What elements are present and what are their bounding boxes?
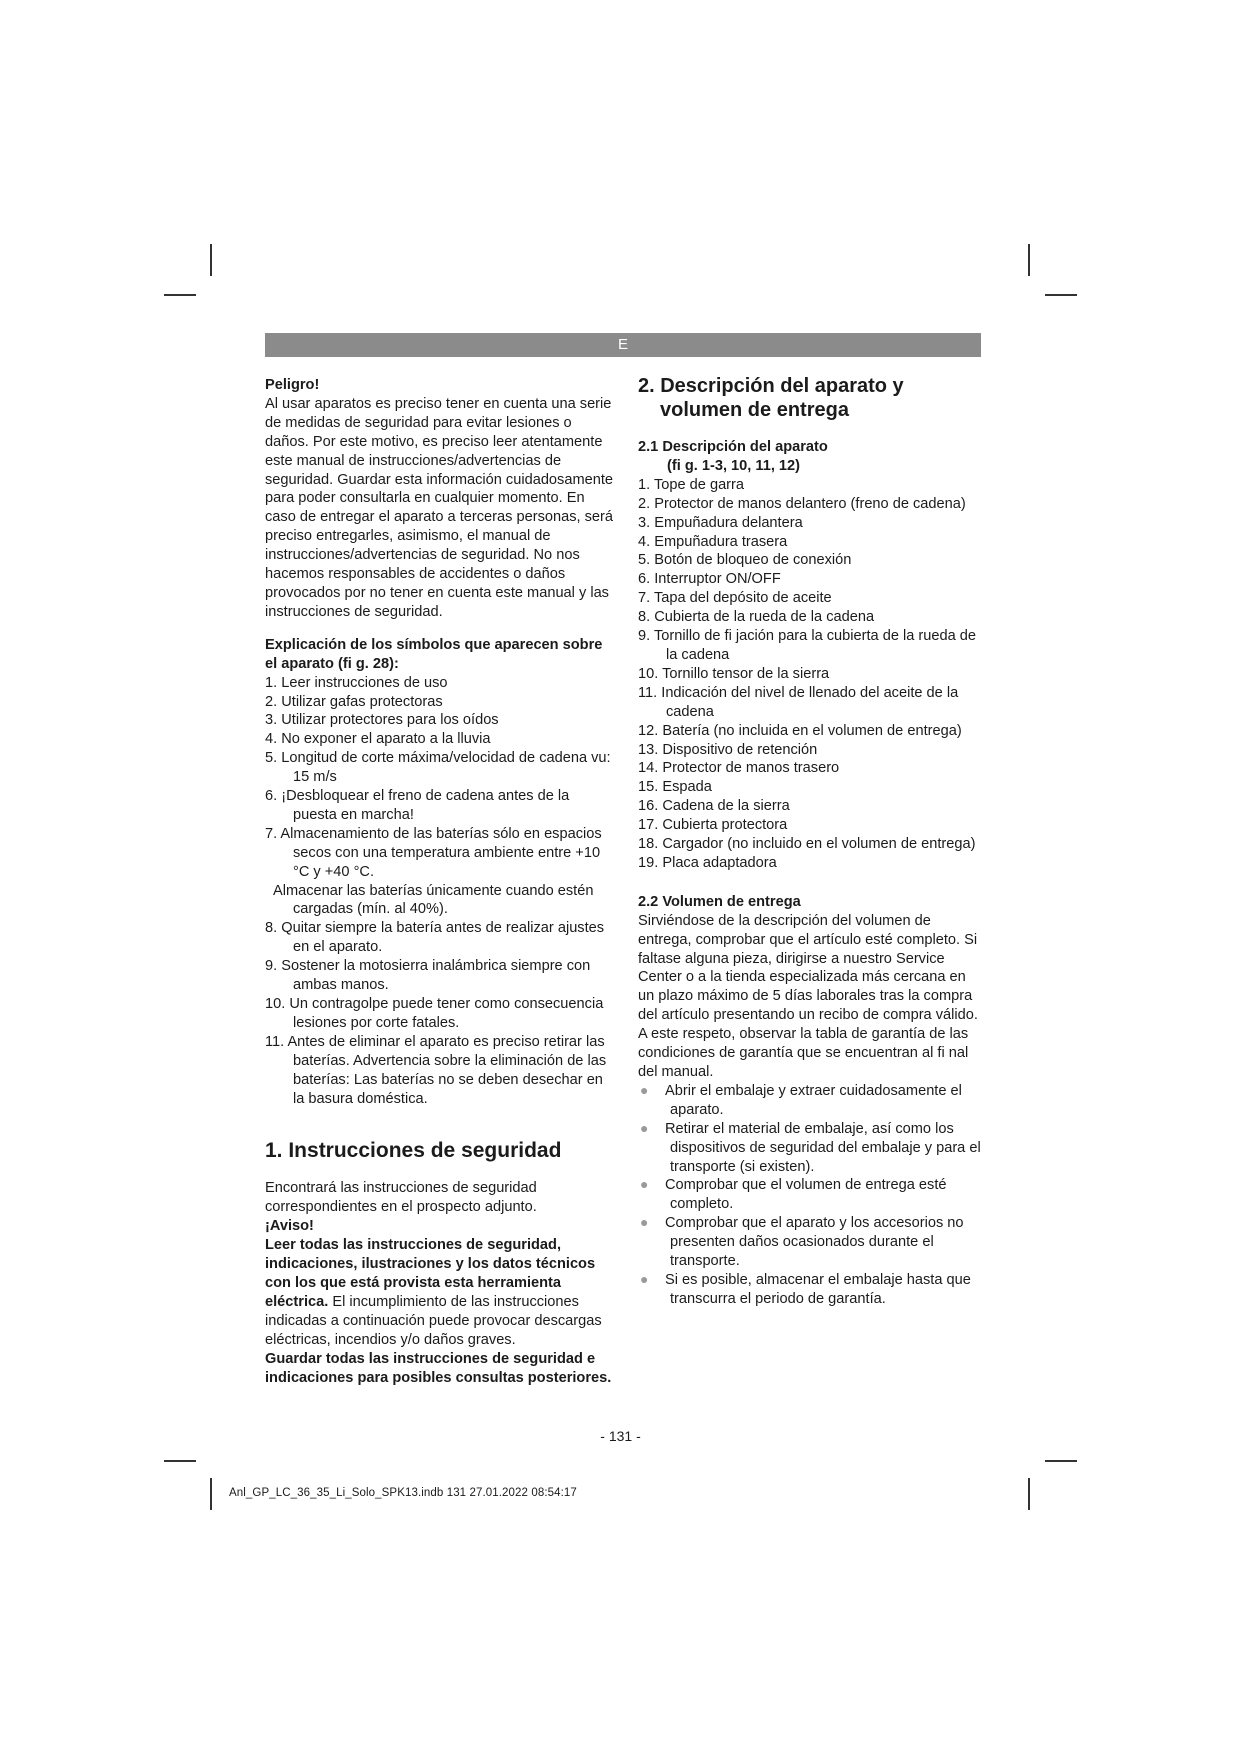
list-item: 11. Antes de eliminar el aparato es preciso retirar las baterías. Advertencia sobre la eliminación de las baterías: Las baterías no se deben desechar en la basura doméstica. [265, 1033, 607, 1107]
crop-mark-bottom-left-horizontal [164, 1460, 196, 1462]
language-label: E [617, 336, 628, 353]
subsection-2-1-title [638, 438, 983, 476]
print-footer: Anl_GP_LC_36_35_Li_Solo_SPK13.indb 131 27.01.2022 08:54:17 [229, 1487, 577, 1499]
crop-mark-top-left-vertical [210, 244, 212, 276]
list-item [638, 1082, 983, 1120]
subsection-2-2-title: 2.2 Volumen de entrega [638, 893, 801, 910]
crop-mark-top-right-vertical [1028, 244, 1030, 276]
peligro-text: Al usar aparatos es preciso tener en cuenta una serie de medidas de seguridad para evitar lesiones o daños. Por este motivo, es preciso leer atentamente este manual de instrucciones/advertencias de seguridad. Guardar esta información cuidadosamente para poder consultarla en cualquier momento. En caso de entregar el aparato a terceras personas, será preciso entregarles, asimismo, el manual de instrucciones/advertencias de seguridad. No nos hacemos responsables de accidentes o daños provocados por no tener en cuenta este manual y las instrucciones de seguridad. [265, 395, 614, 620]
bullet-icon: ● [640, 1119, 649, 1136]
list-item: 11. Indicación del nivel de llenado del aceite de la cadena [638, 684, 959, 720]
list-item [638, 1214, 983, 1271]
delivery-checklist [638, 1082, 983, 1309]
list-item: 10. Un contragolpe puede tener como consecuencia lesiones por corte fatales. [265, 996, 604, 1031]
list-item: 14. Protector de manos trasero [638, 760, 840, 777]
bullet-icon: ● [640, 1270, 649, 1287]
section-1-title: 1. Instrucciones de seguridad [265, 1139, 562, 1163]
aviso-bold-text-2: Guardar todas las instrucciones de seguridad e indicaciones para posibles consultas posteriores. [265, 1350, 612, 1386]
list-item: 12. Batería (no incluida en el volumen de entrega) [638, 722, 962, 739]
aviso-title: ¡Aviso! [265, 1218, 314, 1235]
list-item: 15. Espada [638, 779, 712, 796]
list-item: 17. Cubierta protectora [638, 817, 788, 834]
list-item: 8. Quitar siempre la batería antes de realizar ajustes en el aparato. [265, 920, 605, 956]
list-item: 10. Tornillo tensor de la sierra [638, 665, 830, 682]
aviso-text: El incumplimiento de las instrucciones indicadas a continuación puede provocar descargas eléctricas, incendios y/o daños graves. [265, 1293, 602, 1348]
list-item: 3. Empuñadura delantera [638, 514, 803, 531]
bullet-text: Abrir el embalaje y extraer cuidadosamente el aparato. [665, 1082, 962, 1118]
list-item: 1. Leer instrucciones de uso [265, 674, 448, 691]
bullet-text: Retirar el material de embalaje, así como los dispositivos de seguridad del embalaje y para el transporte (si existen). [665, 1120, 981, 1175]
list-item: 9. Tornillo de fi jación para la cubierta de la rueda de la cadena [638, 628, 977, 663]
symbols-list [265, 674, 615, 1109]
crop-mark-top-right-horizontal [1045, 294, 1077, 296]
list-item: 7. Tapa del depósito de aceite [638, 590, 832, 607]
subsection-2-1-heading: 2.1 Descripción del aparato [638, 439, 828, 455]
symbols-title: Explicación de los símbolos que aparecen sobre el aparato (fi g. 28): [265, 636, 603, 672]
bullet-icon: ● [640, 1214, 649, 1231]
list-item: 19. Placa adaptadora [638, 854, 777, 871]
list-item: 8. Cubierta de la rueda de la cadena [638, 609, 875, 626]
crop-mark-bottom-left-vertical [210, 1478, 212, 1510]
list-item: 2. Utilizar gafas protectoras [265, 693, 443, 710]
section-2-title: 2. Descripción del aparato y volumen de entrega [638, 375, 904, 421]
list-item: 5. Longitud de corte máxima/velocidad de cadena vu: 15 m/s [265, 750, 611, 786]
list-item [638, 1120, 983, 1177]
list-item: 9. Sostener la motosierra inalámbrica siempre con ambas manos. [265, 958, 591, 994]
list-item: 6. Interruptor ON/OFF [638, 571, 781, 588]
crop-mark-top-left-horizontal [164, 294, 196, 296]
subsection-2-2-text: Sirviéndose de la descripción del volumen de entrega, comprobar que el artículo esté completo. Si faltase alguna pieza, dirigirse a nuestro Service Center o a la tienda especializada más cercana en un plazo máximo de 5 días laborales tras la compra del artículo presentando un recibo de compra válido. A este respeto, observar la tabla de garantía de las condiciones de garantía que se encuentran al fi nal del manual. [638, 912, 978, 1080]
subsection-2-1-figure-ref: (fi g. 1-3, 10, 11, 12) [667, 457, 801, 474]
list-item [638, 1176, 983, 1214]
section-1-text: Encontrará las instrucciones de seguridad correspondientes en el prospecto adjunto. [265, 1180, 537, 1216]
list-item: 16. Cadena de la sierra [638, 798, 790, 815]
list-item: 4. No exponer el aparato a la lluvia [265, 731, 491, 748]
aviso-bold-text: Leer todas las instrucciones de seguridad, indicaciones, ilustraciones y los datos técnicos con los que está provista esta herramienta eléctrica. [265, 1237, 596, 1310]
crop-mark-bottom-right-vertical [1028, 1478, 1030, 1510]
list-item: 4. Empuñadura trasera [638, 533, 788, 550]
list-item: 5. Botón de bloqueo de conexión [638, 552, 852, 569]
left-column [265, 376, 615, 1387]
crop-mark-bottom-right-horizontal [1045, 1460, 1077, 1462]
peligro-title: Peligro! [265, 377, 320, 393]
parts-list [638, 476, 983, 873]
aviso-paragraph [265, 1236, 615, 1349]
right-column [638, 374, 983, 1309]
list-item: 7. Almacenamiento de las baterías sólo en espacios secos con una temperatura ambiente entre +10 °C y +40 °C. [265, 825, 602, 880]
bullet-icon: ● [640, 1081, 649, 1098]
bullet-text: Comprobar que el volumen de entrega esté completo. [665, 1177, 947, 1213]
page-number: - 131 - [600, 1428, 641, 1444]
language-header-bar [265, 333, 981, 357]
list-item: 6. ¡Desbloquear el freno de cadena antes de la puesta en marcha! [265, 788, 570, 823]
bullet-text: Si es posible, almacenar el embalaje hasta que transcurra el periodo de garantía. [665, 1271, 971, 1307]
list-item: Almacenar las baterías únicamente cuando estén cargadas (mín. al 40%). [273, 882, 594, 918]
list-item: 3. Utilizar protectores para los oídos [265, 712, 499, 729]
bullet-icon: ● [640, 1176, 649, 1193]
list-item: 2. Protector de manos delantero (freno de cadena) [638, 495, 966, 512]
list-item: 1. Tope de garra [638, 476, 745, 493]
list-item [638, 1271, 983, 1309]
list-item: 18. Cargador (no incluido en el volumen de entrega) [638, 836, 976, 853]
list-item: 13. Dispositivo de retención [638, 741, 818, 758]
bullet-text: Comprobar que el aparato y los accesorios no presenten daños ocasionados durante el transporte. [665, 1215, 964, 1270]
